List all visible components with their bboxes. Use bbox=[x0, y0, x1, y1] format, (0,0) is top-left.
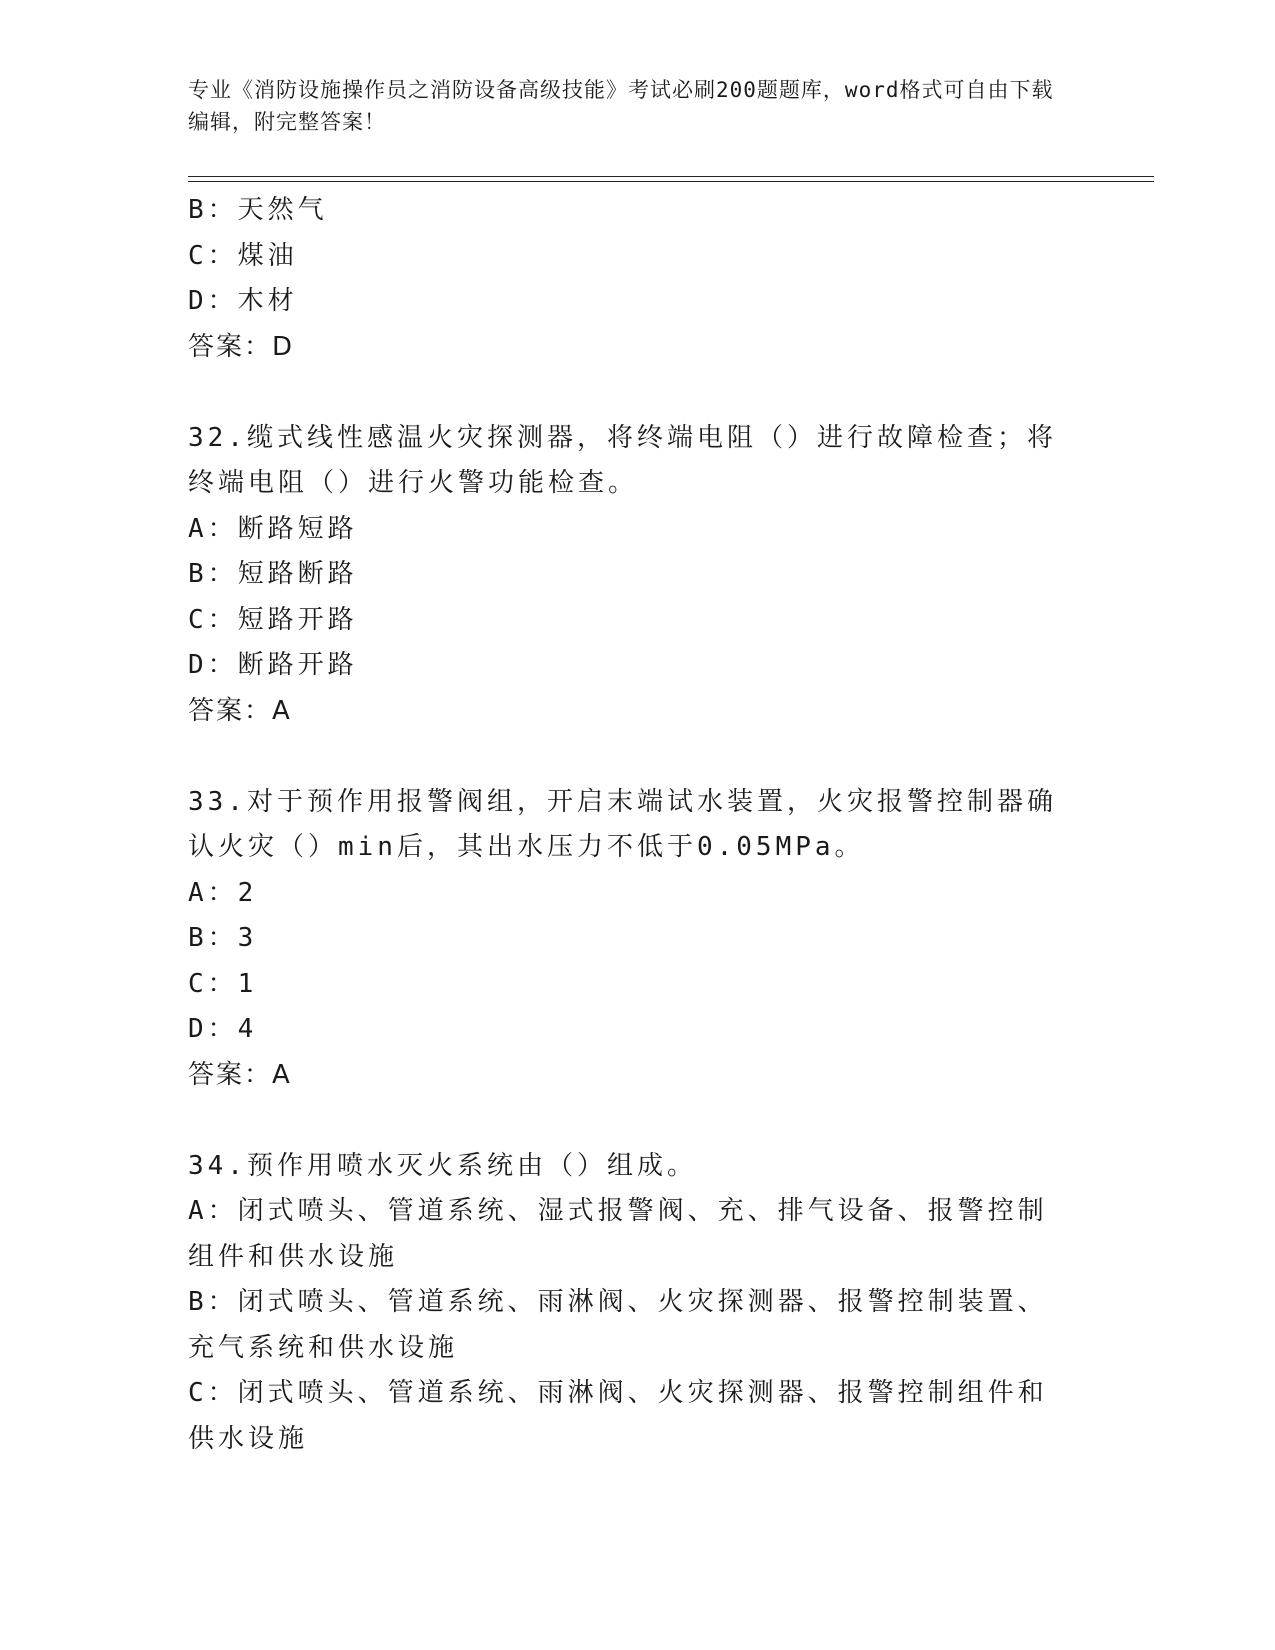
option-d: D：木材 bbox=[188, 286, 298, 316]
spacer bbox=[188, 370, 1068, 416]
header-divider-top bbox=[188, 176, 1154, 177]
question-stem: 34.预作用喷水灭火系统由（）组成。 bbox=[188, 1150, 697, 1181]
option-d: D：4 bbox=[188, 1014, 258, 1044]
option-a: A：闭式喷头、管道系统、湿式报警阀、充、排气设备、报警控制组件和供水设施 bbox=[188, 1196, 1048, 1272]
prev-question-block bbox=[188, 188, 1068, 370]
option-b: B：3 bbox=[188, 923, 258, 953]
option-c: C：煤油 bbox=[188, 240, 298, 271]
option-a: A：2 bbox=[188, 877, 258, 908]
option-c: C：1 bbox=[188, 968, 258, 999]
header-divider-bottom bbox=[188, 181, 1154, 182]
option-b: B：天然气 bbox=[188, 195, 328, 225]
question-stem: 33.对于预作用报警阀组，开启末端试水装置，火灾报警控制器确认火灾（）min后，其出水压力不低于0.05MPa。 bbox=[188, 786, 1057, 862]
option-b: B：闭式喷头、管道系统、雨淋阀、火灾探测器、报警控制装置、充气系统和供水设施 bbox=[188, 1287, 1048, 1363]
option-d: D：断路开路 bbox=[188, 650, 358, 680]
option-b: B：短路断路 bbox=[188, 559, 358, 589]
question-33 bbox=[188, 780, 1068, 1099]
answer-line: 答案：D bbox=[188, 331, 295, 362]
answer-line: 答案：A bbox=[188, 1059, 292, 1090]
option-c: C：短路开路 bbox=[188, 604, 358, 635]
question-stem: 32.缆式线性感温火灾探测器，将终端电阻（）进行故障检查；将终端电阻（）进行火警功能检查。 bbox=[188, 422, 1057, 498]
option-c: C：闭式喷头、管道系统、雨淋阀、火灾探测器、报警控制组件和供水设施 bbox=[188, 1378, 1048, 1454]
answer-line: 答案：A bbox=[188, 695, 292, 726]
question-34 bbox=[188, 1144, 1068, 1463]
page-header: 专业《消防设施操作员之消防设备高级技能》考试必刷200题题库，word格式可自由下载编辑，附完整答案！ bbox=[188, 78, 1054, 134]
document-body bbox=[188, 188, 1068, 1462]
spacer bbox=[188, 1098, 1068, 1144]
question-32 bbox=[188, 416, 1068, 735]
spacer bbox=[188, 734, 1068, 780]
option-a: A：断路短路 bbox=[188, 513, 358, 544]
